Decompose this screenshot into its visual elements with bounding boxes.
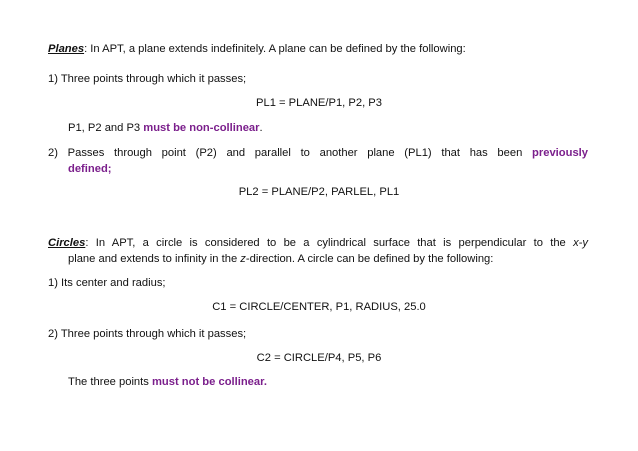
circles-note-text: The three points [68,376,152,388]
planes-item-2-emphasis: previously [532,147,588,159]
planes-item-2-line-1 [48,146,588,160]
circles-intro-2a: plane and extends to infinity in the [68,253,241,265]
planes-formula-1: PL1 = PLANE/P1, P2, P3 [256,97,382,109]
planes-formula-2: PL2 = PLANE/P2, PARLEL, PL1 [238,186,400,198]
planes-note-1-end: . [259,122,263,134]
planes-item-1: 1) Three points through which it passes; [48,73,247,85]
circles-term: Circles [48,237,86,249]
circles-note [68,375,267,389]
planes-intro [48,42,466,56]
circles-formula-1: C1 = CIRCLE/CENTER, P1, RADIUS, 25.0 [212,301,426,313]
circles-formula-2: C2 = CIRCLE/P4, P5, P6 [256,352,382,364]
planes-note-1-text: P1, P2 and P3 [68,122,144,134]
planes-term: Planes [48,43,85,55]
planes-note-1-emphasis: must be non-collinear [143,122,260,134]
circles-intro-line-1 [48,236,588,250]
planes-item-2-text: 2) Passes through point (P2) and parallel to another plane (PL1) that has been [48,147,533,159]
circles-intro-line-2 [68,252,493,266]
circles-intro-text: : In APT, a circle is considered to be a cylindrical surface that is perpendicular to the [85,237,574,249]
planes-item-2-line-2 [68,162,112,176]
planes-intro-text: : In APT, a plane extends indefinitely. A plane can be defined by the following: [84,43,466,55]
circles-item-2: 2) Three points through which it passes; [48,328,247,340]
circles-intro-2b: -direction. A circle can be defined by the following: [245,253,494,265]
circles-intro-2-italic: z [240,253,246,265]
circles-note-emphasis: must not be collinear. [151,376,267,388]
planes-note-1 [68,121,263,135]
circles-intro-italic: x-y [573,237,588,249]
planes-item-2-emphasis-2: defined; [68,163,112,175]
circles-item-1: 1) Its center and radius; [48,277,166,289]
